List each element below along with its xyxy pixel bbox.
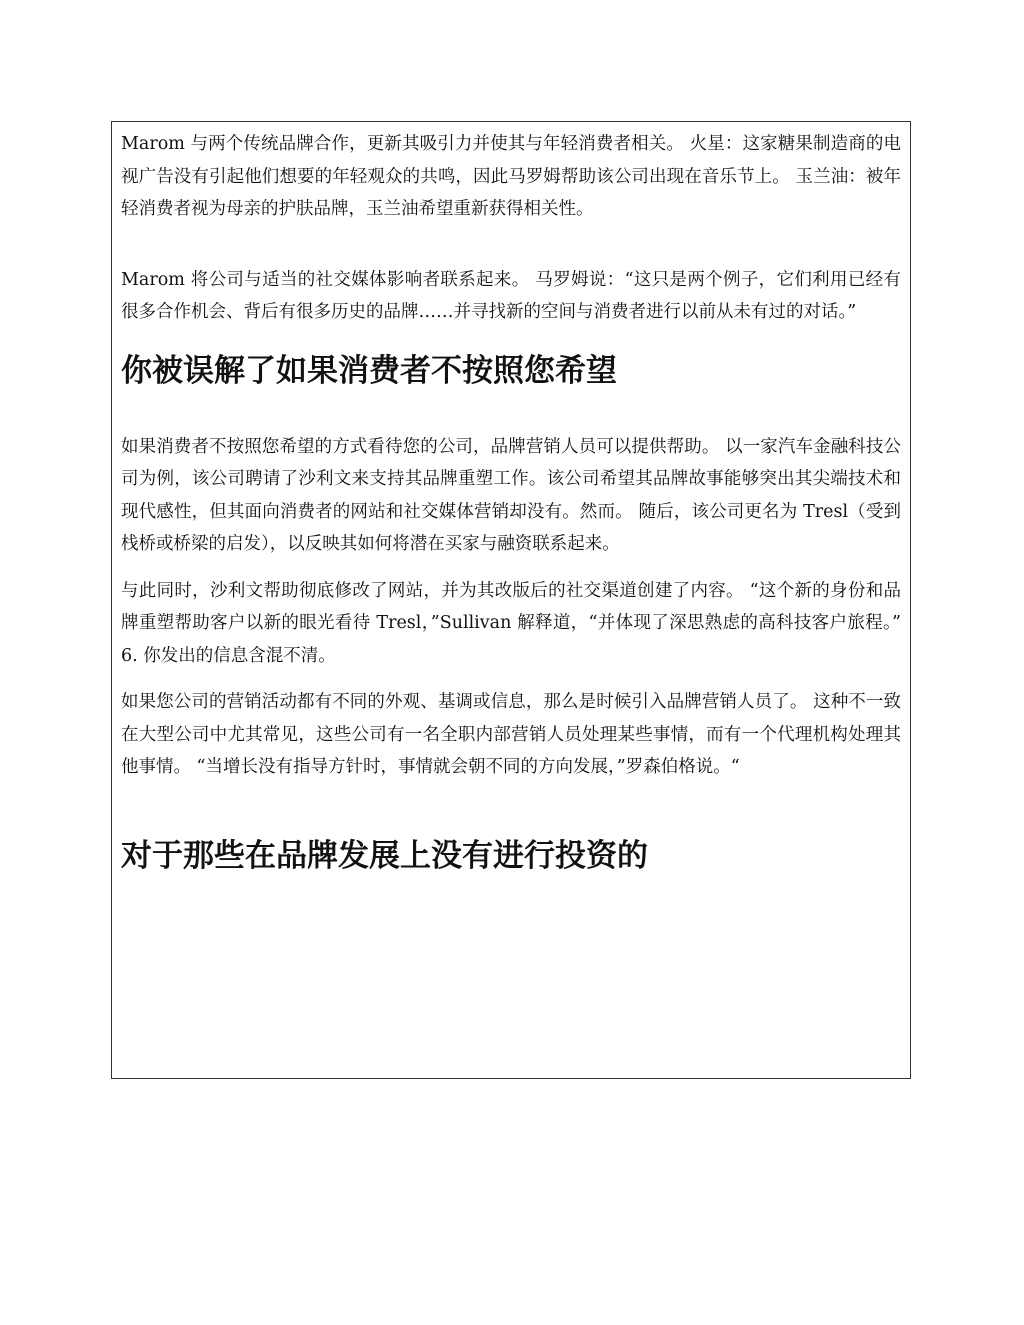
paragraph-rebranding-tresl: 如果消费者不按照您希望的方式看待您的公司，品牌营销人员可以提供帮助。 以一家汽车金融科技公司为例，该公司聘请了沙利文来支持其品牌重塑工作。该公司希望其品牌故事能够突出其尖端技术和现代感性，但其面向消费者的网站和社交媒体营销却没有。然而。 随后，该公司更名为 Tresl（受到栈桥或桥梁的启发），以反映其如何将潜在买家与融资联系起来。 xyxy=(121,436,901,554)
heading-brand-investment: 对于那些在品牌发展上没有进行投资的 xyxy=(121,837,648,874)
document-frame xyxy=(111,121,911,1079)
paragraph-sullivan-website: 与此同时，沙利文帮助彻底修改了网站，并为其改版后的社交渠道创建了内容。 “这个新的身份和品牌重塑帮助客户以新的眼光看待 Tresl，”Sullivan 解释道，“并体现了深思熟虑的高科技客户旅程。” 6. 你发出的信息含混不清。 xyxy=(121,580,901,666)
paragraph-mixed-messages: 如果您公司的营销活动都有不同的外观、基调或信息，那么是时候引入品牌营销人员了。 这种不一致在大型公司中尤其常见，这些公司有一名全职内部营销人员处理某些事情，而有一个代理机构处理其他事情。 “当增长没有指导方针时，事情就会朝不同的方向发展，”罗森伯格说。“ xyxy=(121,692,901,777)
paragraph-marom-brands: Marom 与两个传统品牌合作，更新其吸引力并使其与年轻消费者相关。 火星：这家糖果制造商的电视广告没有引起他们想要的年轻观众的共鸣，因此马罗姆帮助该公司出现在音乐节上。 玉兰油：被年轻消费者视为母亲的护肤品牌，玉兰油希望重新获得相关性。 xyxy=(121,134,901,219)
paragraph-marom-influencers: Marom 将公司与适当的社交媒体影响者联系起来。 马罗姆说：“这只是两个例子，它们利用已经有很多合作机会、背后有很多历史的品牌……并寻找新的空间与消费者进行以前从未有过的对话。” xyxy=(121,269,901,322)
heading-misunderstood: 你被误解了如果消费者不按照您希望 xyxy=(121,352,617,389)
